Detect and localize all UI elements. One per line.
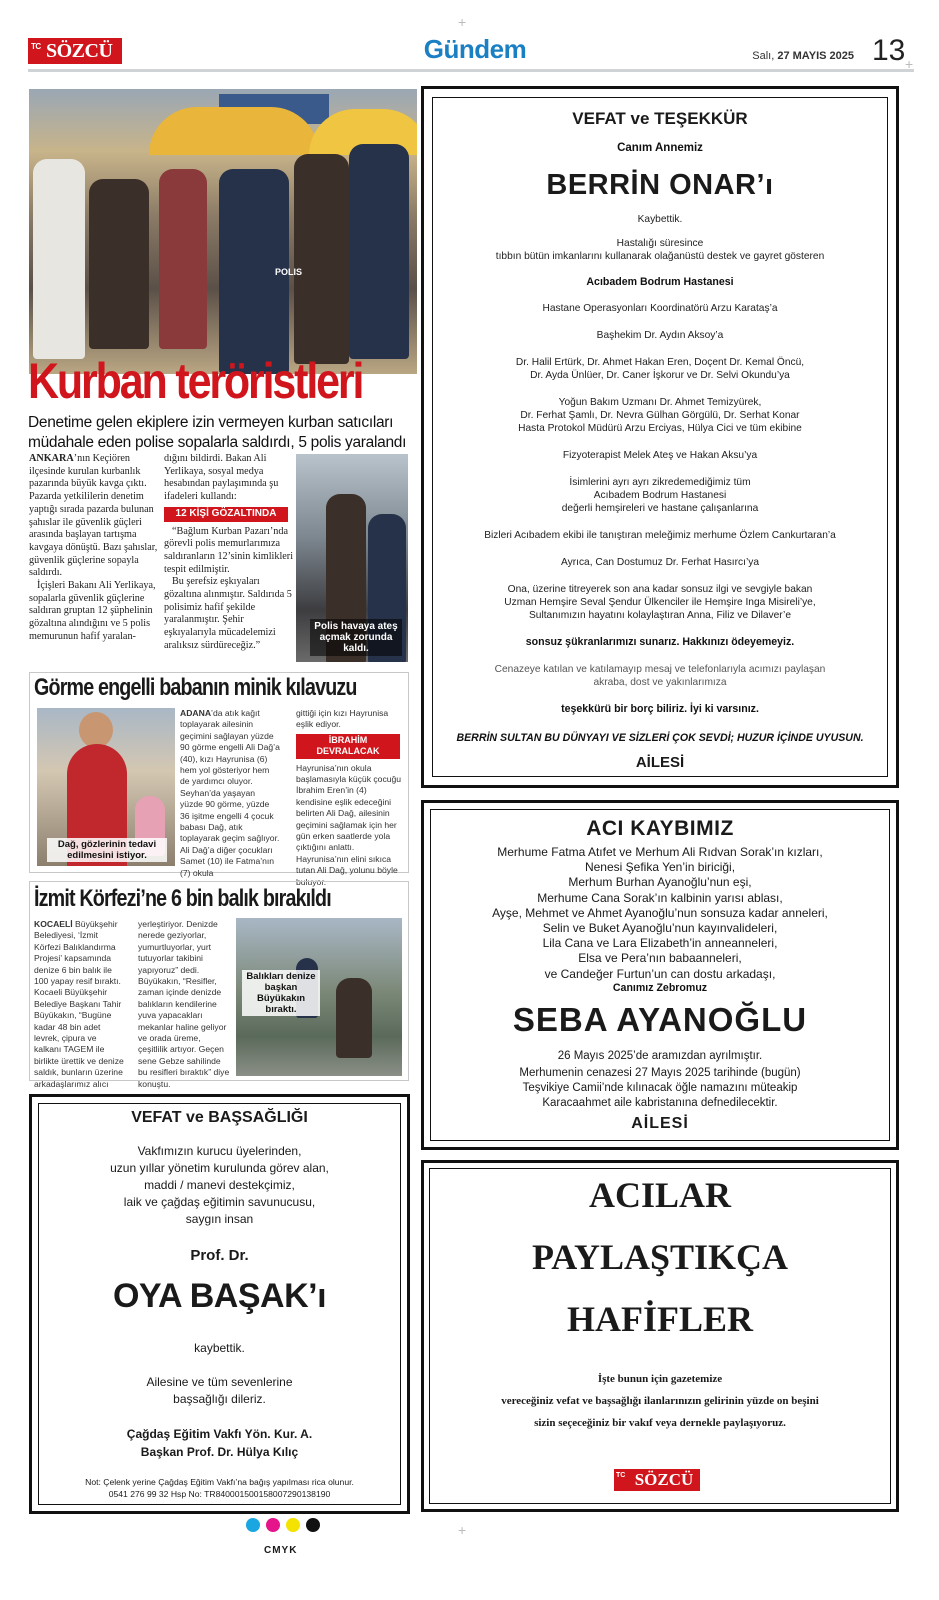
ad-text: Dr. Ferhat Şamlı, Dr. Nevra Gülhan Görgülü, Dr. Serhat Konar — [520, 410, 800, 421]
ad-text: değerli hemşireleri ve hastane çalışanlarına — [561, 503, 759, 514]
ad-title: VEFAT ve TEŞEKKÜR — [572, 109, 748, 128]
ad-line: Merhum Burhan Ayanoğlu’nun eşi, — [568, 875, 752, 890]
body-text: dığını bildirdi. Bakan Ali Yerlikaya, sosyal medya hesabından paylaşımında şu ifadeleri kullandı: — [164, 453, 279, 503]
ad-text: 26 Mayıs 2025’de aramızdan ayrılmıştır. — [557, 1050, 763, 1062]
body-text: Hayrunisa’nın okula başlamasıyla küçük çocuğu İbrahim Eren’in (4) kendisine eşlik edeceğini belirten Ali Dağ, ailesinin geçimini sağlamak için her gün erken saatlerde yola çıktığını anlattı. Hayrunisa’nın elini sıkıca tutan Ali Dağ, yolunu böyle buluyor. — [296, 762, 402, 887]
story3-column-1 — [34, 919, 126, 1090]
photo-caption: Balıkları denize başkan Büyükakın bıraktı. — [242, 970, 320, 1016]
main-headline: Kurban teröristleri — [28, 353, 363, 409]
ad-text: tıbbın bütün imkanlarını kullanarak olağanüstü destek ve gayret gösteren — [495, 251, 825, 262]
ad-text: saygın insan — [185, 1212, 254, 1226]
ad-text: Cenazeye katılan ve katılamayıp mesaj ve telefonlarıyla acımızı paylaşan — [494, 664, 826, 675]
ad-text: akraba, dost ve yakınlarımıza — [593, 677, 727, 688]
deceased-name: BERRİN ONAR’ı — [546, 169, 774, 201]
story2-column-1 — [180, 708, 280, 879]
main-deck: Denetime gelen ekiplere izin vermeyen kurban satıcıları müdahale eden polise sopalarla saldırdı, 5 polis yaralandı — [28, 414, 407, 451]
ad-text: Dr. Halil Ertürk, Dr. Ahmet Hakan Eren, Doçent Dr. Kemal Öncü, — [515, 357, 805, 368]
body-text: ’da atık kağıt toplayarak ailesinin geçimini sağlayan yüzde 90 görme engelli Ali Dağ’a (40), kızı Hayrunisa (6) hem yol gösteriyor hem de yardımcı oluyor. Seyhan’da yaşayan yüzde 90 görme, yüzde 36 işitme engelli 4 çocuk babası Dağ, atık toplayarak geçim sağlıyor. Ali Dağ’a diğer çocukları Samet (10) ile Fatma’nın (7) okula — [180, 708, 280, 878]
photo-figure-head — [79, 712, 113, 748]
aci-kaybimiz-ad — [421, 800, 899, 1150]
ad-text: Ona, üzerine titreyerek son ana kadar sonsuz ilgi ve sevgiyle bakan — [507, 584, 813, 595]
ad-text: Kaybettik. — [637, 214, 683, 225]
header-divider — [28, 69, 914, 72]
photo-tent — [149, 107, 319, 155]
dateline-date: 27 MAYIS 2025 — [777, 50, 854, 62]
photo-figure — [33, 159, 85, 359]
ad-text-bold: sonsuz şükranlarımızı sunarız. Hakkınızı ödeyemeyiz. — [525, 636, 795, 648]
story2-column-2 — [296, 708, 402, 888]
deceased-name: OYA BAŞAK’ı — [112, 1277, 327, 1315]
sozcu-logo — [614, 1469, 700, 1491]
ad-signature: AİLESİ — [631, 1115, 689, 1132]
ad-text-bold: teşekkürü bir borç biliriz. İyi ki varsınız. — [561, 703, 759, 715]
crop-mark-icon: + — [905, 56, 914, 72]
ad-text: sizin seçeceğiniz bir vakıf veya dernekle paylaşıyoruz. — [534, 1417, 786, 1429]
ad-text: Sultanımızın hayatını kolaylaştıran Anna, Filiz ve Dilaver’e — [529, 610, 791, 621]
ad-text: uzun yıllar yönetim kurulunda görev alan, — [110, 1161, 329, 1175]
police-fire-photo — [296, 454, 408, 662]
sozcu-logo — [28, 38, 122, 64]
ad-note: 0541 276 99 32 Hsp No: TR840001500158007290138190 — [108, 1489, 331, 1499]
ad-line: Selin ve Buket Ayanoğlu’nun kayınvalideleri, — [542, 921, 778, 936]
story3-headline: İzmit Körfezi’ne 6 bin balık bırakıldı — [34, 885, 331, 912]
ad-text: Hastane Operasyonları Koordinatörü Arzu Karataş’a — [542, 303, 778, 314]
story3-column-2: yerleştiriyor. Denizde nerede geziyorlar, yumurtluyorlar, yurt tutuyorlar takibini yapıyoruz” dedi. Büyükakın, “Resifler, zaman içinde denizde balıkların kendilerine yuva yapacakları mekanlar haline geliyor ve orada üreme, çeşitlilik artıyor. Geçen sene Gebze sahilinde bu resifleri bıraktık” diye konuştu. — [138, 919, 230, 1089]
photo-figure — [294, 154, 349, 364]
ad-text: Ayrıca, Can Dostumuz Dr. Ferhat Hasırcı’ya — [561, 557, 759, 568]
section-title: Gündem — [423, 34, 527, 64]
deceased-name: SEBA AYANOĞLU — [512, 1001, 808, 1038]
vefat-bassagligi-ad — [29, 1094, 410, 1514]
story2-photo — [37, 708, 175, 866]
ad-signature: Çağdaş Eğitim Vakfı Yön. Kur. A. — [126, 1427, 313, 1441]
cyan-dot-icon — [246, 1518, 260, 1532]
photo-police-label: POLIS — [275, 267, 303, 277]
ad-text: Dr. Ayda Ünlüer, Dr. Caner İşkorur ve Dr. Selvi Okundu’ya — [530, 370, 790, 381]
ad-text: Karacaahmet aile kabristanına defnedilecektir. — [542, 1097, 778, 1109]
ad-text: Acıbadem Bodrum Hastanesi — [593, 490, 727, 501]
ad-text: Yoğun Bakım Uzmanı Dr. Ahmet Temizyürek, — [558, 397, 762, 408]
ad-line: Elsa ve Pera’nın babaanneleri, — [578, 951, 742, 966]
photo-figure — [159, 169, 207, 349]
photo-caption: Polis havaya ateş açmak zorunda kaldı. — [310, 619, 402, 656]
ad-title: ACI KAYBIMIZ — [586, 817, 734, 840]
black-dot-icon — [306, 1518, 320, 1532]
body-text: ’nın Keçiören ilçesinde kurulan kurbanlık pazarında büyük kavga çıktı. Pazarda yetkililerin denetim yaptığı sırada pazarda bulunan şahıslar ile güvenlik güçleri arasında başlayan tartışma kavgaya dönüştü. Bazı şahıslar, güvenlik güçlerine sopayla saldırdı. — [29, 453, 158, 579]
crop-mark-icon: + — [458, 14, 467, 30]
ad-text: Fizyoterapist Melek Ateş ve Hakan Aksu’ya — [562, 450, 758, 461]
ad-text: İşte bunun için gazetemize — [597, 1373, 723, 1385]
ad-title: VEFAT ve BAŞSAĞLIĞI — [131, 1109, 308, 1126]
logo-text: SÖZCÜ — [46, 40, 113, 62]
ad-prefix: Prof. Dr. — [190, 1247, 249, 1264]
main-story-column-2 — [164, 453, 294, 653]
subhead-tag: İBRAHİM DEVRALACAK — [296, 734, 400, 759]
ad-line: Lila Cana ve Lara Elizabeth’in anneanneleri, — [542, 936, 778, 951]
dateline-city: ANKARA — [29, 453, 74, 464]
main-story-photo — [29, 89, 417, 374]
main-story-column-1 — [29, 453, 159, 644]
promo-line: PAYLAŞTIKÇA — [531, 1237, 789, 1277]
ad-text: Vakfımızın kurucu üyelerinden, — [137, 1144, 302, 1158]
promo-line: ACILAR — [588, 1175, 731, 1215]
dateline-city: KOCAELİ — [34, 919, 73, 929]
ad-text: Bizleri Acıbadem ekibi ile tanıştıran meleğimiz merhume Özlem Cankurtaran’a — [484, 530, 836, 541]
body-text: gittiği için kızı Hayrunisa eşlik ediyor. — [296, 708, 389, 730]
body-text: Büyükşehir Belediyesi, ‘İzmit Körfezi Balıklandırma Projesi’ kapsamında denize 6 bin balık ile 100 yapay resif bıraktı. Kocaeli Büyükşehir Belediye Başkanı Tahir Büyükakın, “Bugüne kadar 48 bin adet levrek, çipura ve kalkanı TAGEM ile birlikte ürettik ve denize saldık, bunların üzerine arkadaşlarımız alıcı — [34, 919, 124, 1089]
logo-tc-mark: TC — [616, 1472, 626, 1479]
photo-figure — [349, 144, 409, 359]
ad-note: Not: Çelenk yerine Çağdaş Eğitim Vakfı’na bağış yapılması rica olunur. — [85, 1477, 354, 1487]
ad-text: laik ve çağdaş eğitimin savunucusu, — [123, 1195, 316, 1209]
photo-figure — [89, 179, 149, 349]
ad-text: kaybettik. — [194, 1341, 245, 1355]
magenta-dot-icon — [266, 1518, 280, 1532]
ad-line: ve Candeğer Furtun’un can dostu arkadaşı, — [544, 966, 776, 981]
dateline-day: Salı, — [752, 50, 775, 62]
ad-text: vereceğiniz vefat ve başsağlığı ilanlarınızın gelirinin yüzde on beşini — [501, 1395, 819, 1407]
ad-text: başsağlığı dileriz. — [173, 1392, 266, 1406]
ad-subtitle: Canımız Zebromuz — [612, 982, 708, 994]
ad-text: İsimlerini ayrı ayrı zikredemediğimiz tüm — [569, 477, 751, 488]
ad-text: Ailesine ve tüm sevenlerine — [146, 1375, 293, 1389]
dateline-city: ADANA — [180, 708, 212, 718]
page-number: 13 — [872, 34, 906, 67]
body-text: Bu şerefsiz eşkıyaları gözaltına alınmıştır. Saldırıda 5 polisimiz hafif şekilde yaralanmıştır. Şehir eşkıyalarıyla mücadelemizi aralıksız sürdüreceğiz.” — [164, 576, 292, 651]
dateline — [752, 50, 854, 62]
cmyk-label: CMYK — [264, 1545, 298, 1556]
promo-line: HAFİFLER — [566, 1299, 753, 1339]
subhead-tag: 12 KİŞİ GÖZALTINDA — [164, 507, 288, 522]
photo-figure — [336, 978, 372, 1058]
ad-text: maddi / manevi destekçimiz, — [144, 1178, 295, 1192]
yellow-dot-icon — [286, 1518, 300, 1532]
ad-line: Merhume Fatma Atıfet ve Merhum Ali Rıdvan Sorak’ın kızları, — [497, 845, 823, 859]
ad-signature: AİLESİ — [635, 754, 685, 771]
ad-text: Merhumenin cenazesi 27 Mayıs 2025 tarihinde (bugün) — [519, 1067, 801, 1079]
vefat-tesekkur-ad — [421, 86, 899, 788]
promo-ad — [421, 1160, 899, 1512]
ad-line: Merhume Cana Sorak’ın kalbinin yarısı ablası, — [537, 890, 783, 905]
ad-text-bold: BERRİN SULTAN BU DÜNYAYI VE SİZLERİ ÇOK SEVDİ; HUZUR İÇİNDE UYUSUN. — [456, 732, 864, 744]
body-text: İçişleri Bakanı Ali Yerlikaya, sopalarla güvenlik güçlerine saldıran gruptan 12 şüphelinin gözaltına alındığını ve 5 polis memurunun hafif yaralan- — [29, 580, 156, 642]
story2-headline: Görme engelli babanın minik kılavuzu — [34, 674, 357, 701]
ad-text: Başhekim Dr. Aydın Aksoy’a — [596, 330, 724, 341]
ad-text: Hasta Protokol Müdürü Arzu Erciyas, Hülya Cici ve tüm ekibine — [518, 423, 802, 434]
ad-subtitle: Canım Annemiz — [617, 142, 703, 154]
ad-line: Ayşe, Mehmet ve Ahmet Ayanoğlu’nun sonsuza kadar anneleri, — [492, 905, 828, 920]
ad-signature: Başkan Prof. Dr. Hülya Kılıç — [140, 1445, 299, 1459]
ad-line: Nenesi Şefika Yen’in biriciği, — [584, 860, 736, 875]
crop-mark-icon: + — [458, 1522, 467, 1538]
ad-lines — [424, 845, 896, 982]
ad-text-bold: Acıbadem Bodrum Hastanesi — [586, 276, 734, 288]
ad-text: Uzman Hemşire Seval Şendur Ülkenciler ile Hemşire Inga Misireli’ye, — [504, 597, 816, 608]
body-text: “Bağlum Kurban Pazarı’nda görevli polis memurlarımıza saldıranların 12’sinin kimlikleri tespit edilmiştir. — [164, 525, 294, 575]
ad-text: Hastalığı süresince — [616, 238, 704, 249]
story3-photo — [236, 918, 402, 1076]
logo-text: SÖZCÜ — [634, 1470, 694, 1489]
logo-tc-mark: TC — [31, 42, 41, 51]
photo-caption: Dağ, gözlerinin tedavi edilmesini istiyor. — [47, 838, 167, 862]
ad-text: Teşvikiye Camii’nde kılınacak öğle namazını müteakip — [522, 1082, 798, 1094]
